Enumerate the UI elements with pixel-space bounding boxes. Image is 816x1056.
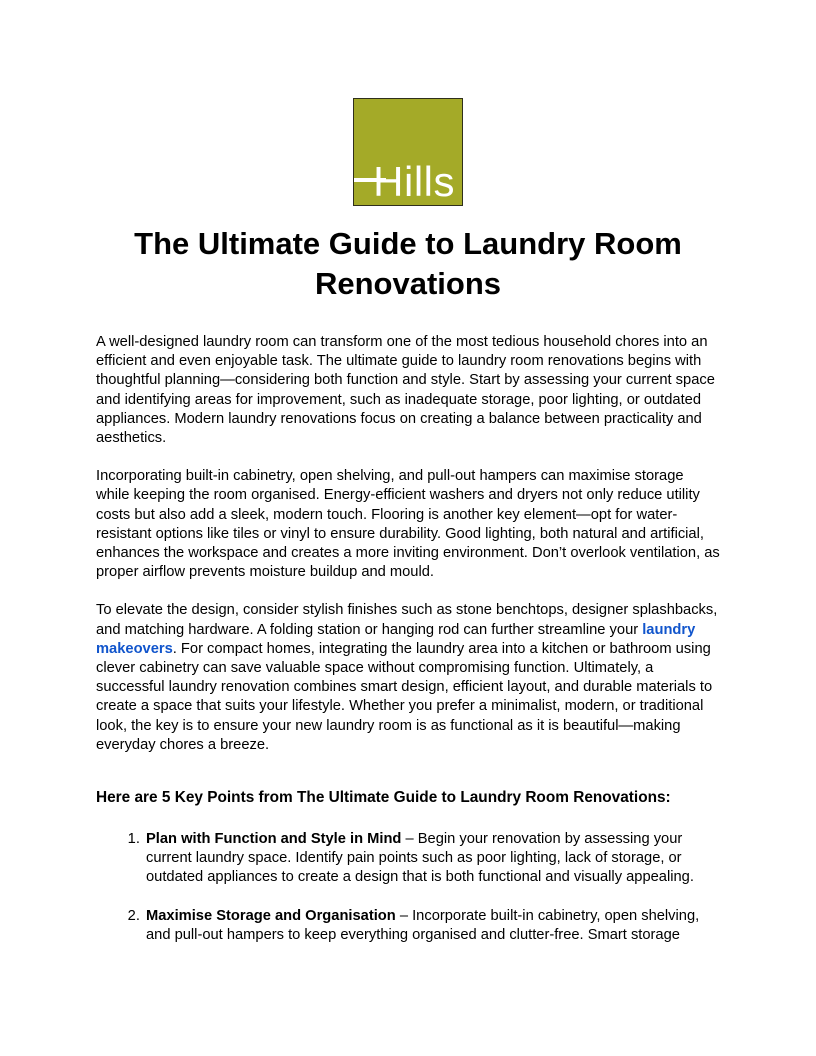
- list-item-plan-title: Plan with Function and Style in Mind: [146, 831, 402, 848]
- list-item-storage-title: Maximise Storage and Organisation: [146, 907, 396, 924]
- paragraph-intro: A well-designed laundry room can transform one of the most tedious household chores into an efficient and even enjoyable task. The ultimate guide to laundry room renovations begins with thoughtful planning—considering both function and style. Start by assessing your current space and identifying areas for improvement, such as inadequate storage, poor lighting, or outdated appliances. Modern laundry renovations focus on creating a balance between practicality and aesthetics.: [96, 334, 715, 447]
- paragraph-design-post: . For compact homes, integrating the laundry area into a kitchen or bathroom using clever cabinetry can save valuable space without compromising function. Ultimately, a successful laundry renovation combines smart design, efficient layout, and durable materials to create a space that suits your lifestyle. Whether you prefer a minimalist, modern, or traditional look, the key is to ensure your new laundry room is as functional as it is beautiful—making everyday chores a breeze.: [96, 640, 713, 753]
- list-item-storage: [144, 907, 720, 945]
- key-points-list: [96, 830, 720, 945]
- list-item-storage-body: – Incorporate built-in cabinetry, open shelving, and pull-out hampers to keep everything organised and clutter-free. Smart storage: [146, 907, 700, 943]
- document-title: The Ultimate Guide to Laundry Room Renovations: [134, 226, 682, 301]
- logo-wordmark: Hills: [373, 158, 455, 205]
- hills-logo: [353, 98, 463, 206]
- paragraph-design: [96, 601, 720, 755]
- paragraph-design-pre: To elevate the design, consider stylish finishes such as stone benchtops, designer splashbacks, and matching hardware. A folding station or hanging rod can further streamline your: [96, 602, 718, 638]
- list-item-plan-body: – Begin your renovation by assessing your current laundry space. Identify pain points such as poor lighting, lack of storage, or outdated appliances to create a design that is both functional and visually appealing.: [146, 831, 694, 886]
- list-item-plan: [144, 830, 720, 888]
- section-heading-key-points: Here are 5 Key Points from The Ultimate Guide to Laundry Room Renovations:: [96, 789, 671, 807]
- paragraph-storage: Incorporating built-in cabinetry, open shelving, and pull-out hampers can maximise storage while keeping the room organised. Energy-efficient washers and dryers not only reduce utility costs but also add a sleek, modern touch. Flooring is another key element—opt for water-resistant options like tiles or vinyl to ensure durability. Good lighting, both natural and artificial, enhances the workspace and creates a more inviting environment. Don’t overlook ventilation, as proper airflow prevents moisture buildup and mould.: [96, 468, 720, 581]
- laundry-makeovers-link[interactable]: laundry makeovers: [96, 621, 696, 657]
